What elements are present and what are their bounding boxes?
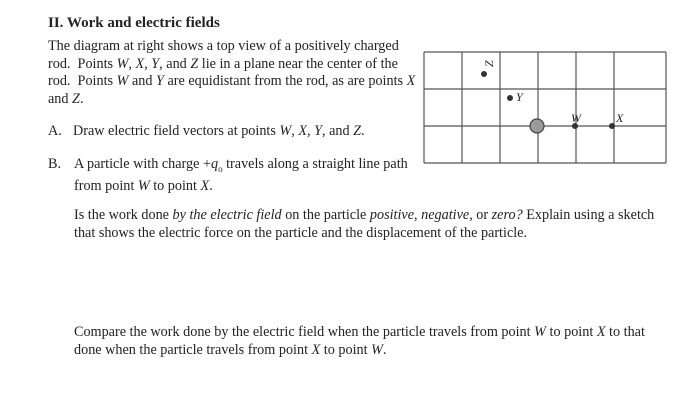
point-x-dot xyxy=(609,123,615,129)
point-x-label: X xyxy=(616,111,624,125)
charged-rod xyxy=(530,119,544,133)
question-a-label: A. xyxy=(48,123,62,139)
question-a-text: Draw electric field vectors at points W, X, Y, and Z. xyxy=(73,123,365,139)
point-z-label: Z xyxy=(482,60,496,67)
point-y-label: Y xyxy=(516,90,523,104)
question-b-label: B. xyxy=(48,156,62,172)
point-w-label: W xyxy=(571,111,581,125)
work-compare-question: Compare the work done by the electric field when the particle travels from point W to point X to that done when the particle travels from point X to point W. xyxy=(74,324,645,358)
question-b-text: A particle with charge $+q_o$ travels along a straight line path from point W to point X. xyxy=(74,156,408,195)
intro-paragraph: The diagram at right shows a top view of a positively charged rod. Points W, X, Y, and Z lie in a plane near the center of the rod. Points W and Y are equidistant from the rod, as are points X and Z. xyxy=(48,38,416,107)
point-z-dot xyxy=(481,71,487,77)
section-heading: II. Work and electric fields xyxy=(48,15,220,31)
point-y-dot xyxy=(507,95,513,101)
diagram-grid xyxy=(424,52,666,163)
work-sign-question: Is the work done by the electric field on the particle positive, negative, or zero? Explain using a sketch that shows the electric force on the particle and the displacement of the particle. xyxy=(74,207,655,241)
